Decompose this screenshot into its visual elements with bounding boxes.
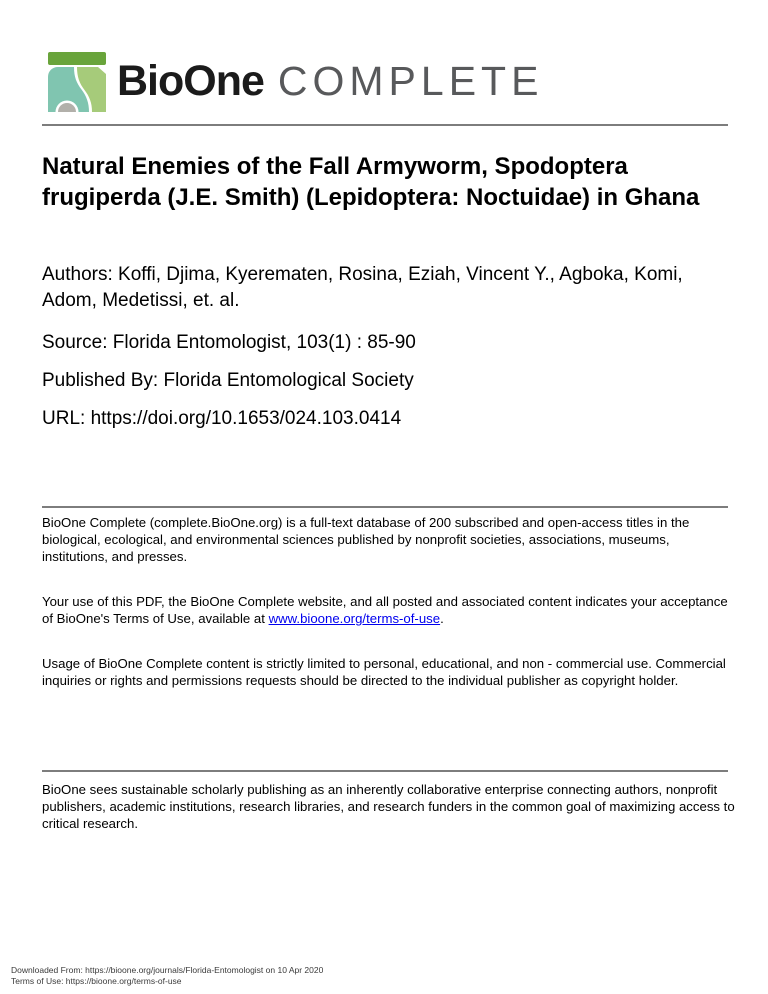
article-title: Natural Enemies of the Fall Armyworm, Spodoptera frugiperda (J.E. Smith) (Lepidoptera: Noctuidae) in Ghana [42,153,700,211]
article-doi-url: URL: https://doi.org/10.1653/024.103.0414 [42,408,402,429]
terms-acceptance-paragraph [42,593,738,627]
terms-text-before: Your use of this PDF, the BioOne Complete website, and all posted and associated content indicates your acceptance of BioOne's Terms of Use, available at [42,594,728,626]
brand-suffix: COMPLETE [277,58,544,104]
terms-of-use-link[interactable]: www.bioone.org/terms-of-use [268,611,441,626]
article-publisher: Published By: Florida Entomological Society [42,370,414,391]
mission-paragraph: BioOne sees sustainable scholarly publishing as an inherently collaborative enterprise connecting authors, nonprofit publishers, academic institutions, research libraries, and research funders in the common goal of maximizing access to critical research. [42,782,735,831]
about-bioone-paragraph: BioOne Complete (complete.BioOne.org) is a full-text database of 200 subscribed and open-access titles in the biological, ecological, and environmental sciences published by nonprofit societies, associations, museums, institutions, and presses. [42,515,690,564]
brand-header [48,51,543,112]
usage-restriction-paragraph: Usage of BioOne Complete content is strictly limited to personal, educational, and non - commercial use. Commercial inquiries or rights and permissions requests should be directed to the individual publisher as copyright holder. [42,656,726,688]
bioone-logo-icon [48,52,106,112]
header-divider [42,124,728,126]
downloaded-from-line: Downloaded From: https://bioone.org/journals/Florida-Entomologist on 10 Apr 2020 [11,965,324,975]
download-stamp [11,965,323,986]
terms-text-after: . [440,611,444,626]
article-authors: Authors: Koffi, Djima, Kyerematen, Rosina, Eziah, Vincent Y., Agboka, Komi, Adom, Medetissi, et. al. [42,264,683,311]
brand-wordmark [117,57,543,106]
brand-name: BioOne [117,57,264,105]
terms-of-use-line: Terms of Use: https://bioone.org/terms-of-use [11,975,182,986]
footer-divider [42,770,728,772]
article-source: Source: Florida Entomologist, 103(1) : 85-90 [42,332,416,353]
section-divider [42,506,728,508]
